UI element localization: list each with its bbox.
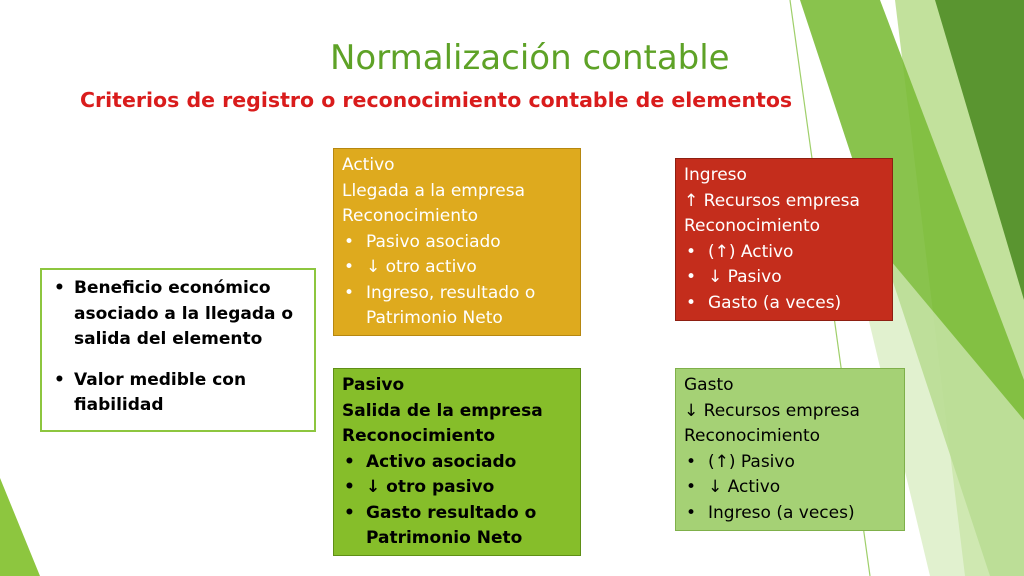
left-green-stripe bbox=[0, 478, 40, 576]
ingreso-bullet: • Gasto (a veces) bbox=[684, 291, 884, 317]
pasivo-bullet: • ↓ otro pasivo bbox=[342, 475, 572, 501]
pasivo-box bbox=[333, 368, 581, 556]
activo-bullet: • Ingreso, resultado o Patrimonio Neto bbox=[342, 281, 572, 332]
ingreso-bullets bbox=[684, 240, 884, 317]
pasivo-bullets bbox=[342, 450, 572, 552]
ingreso-bullet: • ↓ Pasivo bbox=[684, 265, 884, 291]
pasivo-line: Reconocimiento bbox=[342, 426, 496, 446]
ingreso-box bbox=[675, 158, 893, 321]
gasto-bullet: • Ingreso (a veces) bbox=[684, 501, 896, 527]
criteria-item: • Beneficio económico asociado a la llegada o salida del elemento bbox=[50, 276, 306, 353]
gasto-bullets bbox=[684, 450, 896, 527]
activo-heading: Activo bbox=[342, 155, 395, 175]
gasto-bullet: • ↓ Activo bbox=[684, 475, 896, 501]
page-subtitle: Criterios de registro o reconocimiento contable de elementos bbox=[80, 88, 793, 112]
ingreso-line: Reconocimiento bbox=[684, 216, 821, 236]
pasivo-bullet: • Activo asociado bbox=[342, 450, 572, 476]
gasto-heading: Gasto bbox=[684, 375, 734, 395]
pasivo-bullet: • Gasto resultado o Patrimonio Neto bbox=[342, 501, 572, 552]
gasto-line: ↓ Recursos empresa bbox=[684, 400, 860, 421]
activo-bullets bbox=[342, 230, 572, 332]
activo-bullet: • ↓ otro activo bbox=[342, 255, 572, 281]
page-title: Normalización contable bbox=[330, 38, 730, 78]
activo-line: Reconocimiento bbox=[342, 206, 479, 226]
gasto-box bbox=[675, 368, 905, 531]
gasto-line: Reconocimiento bbox=[684, 426, 821, 446]
activo-line: Llegada a la empresa bbox=[342, 180, 525, 201]
pasivo-heading: Pasivo bbox=[342, 375, 405, 395]
activo-box bbox=[333, 148, 581, 336]
ingreso-bullet: • (↑) Activo bbox=[684, 240, 884, 266]
gasto-bullet: • (↑) Pasivo bbox=[684, 450, 896, 476]
ingreso-line: ↑ Recursos empresa bbox=[684, 190, 860, 211]
criteria-item: • Valor medible con fiabilidad bbox=[50, 368, 306, 419]
ingreso-heading: Ingreso bbox=[684, 165, 747, 185]
activo-bullet: • Pasivo asociado bbox=[342, 230, 572, 256]
criteria-box bbox=[40, 268, 316, 432]
criteria-list bbox=[50, 276, 306, 419]
pasivo-line: Salida de la empresa bbox=[342, 400, 543, 421]
